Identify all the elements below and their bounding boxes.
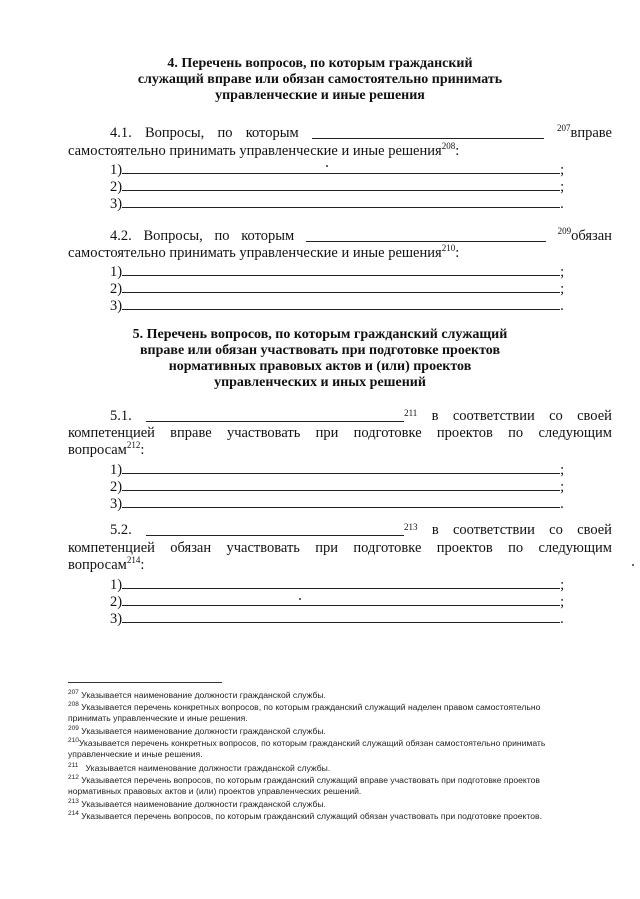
heading-line: служащий вправе или обязан самостоятельно принимать: [137, 72, 503, 87]
item-end: .: [560, 298, 564, 314]
item-number: 1): [110, 264, 123, 280]
item-number: 1): [110, 462, 123, 478]
q42-word: которым: [241, 228, 295, 244]
item-number: 3): [110, 196, 123, 212]
scan-speck: [299, 598, 301, 600]
q52-position-field[interactable]: [146, 522, 404, 536]
q41-line-2-end: :: [455, 143, 460, 159]
q51-line-3-end: :: [140, 442, 145, 458]
q51-word: следующим: [538, 425, 612, 441]
q52-word: проектов: [436, 540, 493, 556]
item-number: 3): [110, 298, 123, 314]
q42-tail: [558, 228, 612, 245]
footnote-number: 207: [68, 689, 79, 697]
q52-word: своей: [577, 522, 612, 538]
q42-item[interactable]: [110, 296, 564, 315]
q52-word: подготовке: [353, 540, 422, 556]
item-end: ;: [560, 162, 565, 178]
q41-line-2: [68, 143, 459, 160]
footnote-text: нормативных правовых актов и (или) проектов управленческих решений.: [68, 786, 362, 796]
footnote-ref: 211: [404, 408, 418, 419]
q41-number: 4.1.: [110, 125, 132, 141]
footnote-text: Указывается наименование должности гражданской службы.: [81, 690, 326, 700]
footnote-ref: 212: [126, 440, 141, 451]
footnote-text: Указывается наименование должности гражданской службы.: [81, 799, 326, 809]
item-number: 2): [110, 479, 123, 495]
item-number: 2): [110, 179, 123, 195]
item-blank[interactable]: [122, 494, 560, 508]
item-blank[interactable]: [122, 460, 560, 474]
footnote: [68, 799, 618, 810]
item-end: ;: [560, 577, 565, 593]
q41-item[interactable]: [110, 194, 564, 213]
footnote-number: 209: [68, 725, 79, 733]
item-number: 3): [110, 611, 123, 627]
footnote-text: Указывается наименование должности гражданской службы.: [85, 763, 331, 773]
item-blank[interactable]: [122, 279, 560, 293]
item-blank[interactable]: [122, 194, 560, 208]
q52-word: компетенцией: [68, 540, 155, 556]
q52-word: при: [315, 540, 339, 556]
item-end: ;: [560, 479, 565, 495]
q41-word: которым: [245, 125, 299, 141]
q42-line-2-end: :: [455, 245, 460, 261]
q42-position-field[interactable]: [306, 228, 546, 242]
q51-line-3: [68, 442, 144, 459]
q51-word: по: [508, 425, 524, 441]
q41-tail: [557, 125, 612, 142]
q52-line-3-text: вопросам: [68, 557, 127, 573]
q41-word: Вопросы,: [144, 125, 205, 141]
q51-number: 5.1.: [110, 408, 132, 424]
q51-word: компетенцией: [68, 425, 155, 441]
item-end: ;: [560, 281, 565, 297]
q42-tail-word: обязан: [571, 228, 612, 244]
item-blank[interactable]: [122, 160, 560, 174]
q51-word: в: [431, 408, 439, 424]
footnote-ref: 210: [441, 243, 456, 254]
q51-word: при: [315, 425, 339, 441]
footnote-number: 214: [68, 810, 79, 818]
item-blank[interactable]: [122, 477, 560, 491]
item-number: 1): [110, 577, 123, 593]
footnote-text: Указывается наименование должности гражданской службы.: [81, 726, 326, 736]
item-end: ;: [560, 462, 565, 478]
q52-line-1: [110, 522, 612, 541]
q51-word: проектов: [436, 425, 493, 441]
q52-word: обязан: [170, 540, 212, 556]
footnote-text: управленческие и иные решения.: [68, 749, 203, 759]
footnote: [68, 738, 618, 760]
q41-word: по: [217, 125, 233, 141]
heading-line: нормативных правовых актов и (или) проектов: [168, 359, 472, 374]
item-end: ;: [560, 264, 565, 280]
q52-word: соответствии: [452, 522, 535, 538]
item-blank[interactable]: [122, 262, 560, 276]
footnote-number: 210: [68, 737, 79, 745]
item-end: .: [560, 496, 564, 512]
q52-word: со: [549, 522, 563, 538]
q41-position-field[interactable]: [312, 125, 544, 139]
footnote-separator: [68, 682, 222, 683]
footnote-text: Указывается перечень конкретных вопросов, по которым гражданский служащий наделен правом самостоятельно: [81, 702, 541, 712]
footnote-ref: 208: [441, 141, 456, 152]
item-blank[interactable]: [122, 609, 560, 623]
footnote: [68, 690, 618, 701]
section-5-heading: [60, 327, 580, 391]
q42-word: Вопросы,: [143, 228, 203, 244]
item-number: 2): [110, 594, 123, 610]
q52-number: 5.2.: [110, 522, 132, 538]
q41-line-2-text: самостоятельно принимать управленческие и иные решения: [68, 143, 442, 159]
footnote-ref: 209: [557, 226, 572, 237]
item-end: .: [560, 196, 564, 212]
item-blank[interactable]: [122, 592, 560, 606]
footnote-text: Указывается перечень вопросов, по которым гражданский служащий вправе участвовать при подготовке проектов: [81, 775, 540, 785]
q42-number: 4.2.: [110, 228, 132, 244]
footnote-number: 211: [68, 762, 79, 770]
footnote: [68, 811, 618, 822]
item-end: .: [560, 611, 564, 627]
footnote-number: 212: [68, 774, 79, 782]
q52-word: следующим: [538, 540, 612, 556]
q51-word: соответствии: [452, 408, 535, 424]
q42-word: по: [214, 228, 230, 244]
scan-speck: [632, 564, 634, 566]
q41-tail-word: вправе: [570, 125, 612, 141]
q52-word: по: [508, 540, 524, 556]
q41-line-1: [110, 125, 612, 142]
q52-word: в: [431, 522, 439, 538]
item-blank[interactable]: [122, 177, 560, 191]
heading-line: вправе или обязан участвовать при подготовке проектов: [139, 343, 501, 358]
q51-word: вправе: [170, 425, 212, 441]
item-number: 2): [110, 281, 123, 297]
footnote: [68, 775, 618, 797]
footnote-text: Указывается перечень вопросов, по которым гражданский служащий обязан участвовать при подготовке проектов.: [81, 811, 542, 821]
item-end: ;: [560, 594, 565, 610]
q51-word: со: [549, 408, 563, 424]
q42-line-1: [110, 228, 612, 245]
section-4-heading: [60, 56, 580, 104]
item-blank[interactable]: [122, 575, 560, 589]
q51-line-3-text: вопросам: [68, 442, 127, 458]
q52-word: участвовать: [226, 540, 300, 556]
heading-line: управленческие и иные решения: [215, 88, 425, 103]
q52-line-2: [68, 540, 612, 557]
footnote-number: 213: [68, 798, 79, 806]
scan-speck: [326, 165, 328, 167]
q51-position-field[interactable]: [146, 408, 404, 422]
q52-line-3-end: :: [140, 557, 145, 573]
q51-line-2: [68, 425, 612, 442]
footnote-ref: 214: [126, 555, 141, 566]
heading-line: 5. Перечень вопросов, по которым гражданский служащий: [132, 327, 508, 342]
item-number: 1): [110, 162, 123, 178]
footnote-ref: 213: [404, 522, 418, 533]
q51-word: подготовке: [353, 425, 422, 441]
footnote-number: 208: [68, 701, 79, 709]
item-number: 3): [110, 496, 123, 512]
q52-line-3: [68, 557, 144, 574]
item-end: ;: [560, 179, 565, 195]
footnote-text: принимать управленческие и иные решения.: [68, 713, 248, 723]
q42-line-2: [68, 245, 459, 262]
footnote: [68, 726, 618, 737]
q51-word: своей: [577, 408, 612, 424]
q52-field-wrap: [146, 522, 418, 541]
q51-item[interactable]: [110, 494, 564, 513]
footnote-text: Указывается перечень конкретных вопросов, по которым гражданский служащий обязан самостоятельно принимать: [78, 738, 546, 748]
q52-item[interactable]: [110, 609, 564, 628]
heading-line: 4. Перечень вопросов, по которым гражданский: [167, 56, 473, 71]
footnote: [68, 763, 618, 774]
item-blank[interactable]: [122, 296, 560, 310]
q42-line-2-text: самостоятельно принимать управленческие и иные решения: [68, 245, 442, 261]
heading-line: управленческих и иных решений: [214, 375, 426, 390]
footnote: [68, 702, 618, 724]
footnote-ref: 207: [557, 123, 571, 134]
q51-word: участвовать: [226, 425, 301, 441]
